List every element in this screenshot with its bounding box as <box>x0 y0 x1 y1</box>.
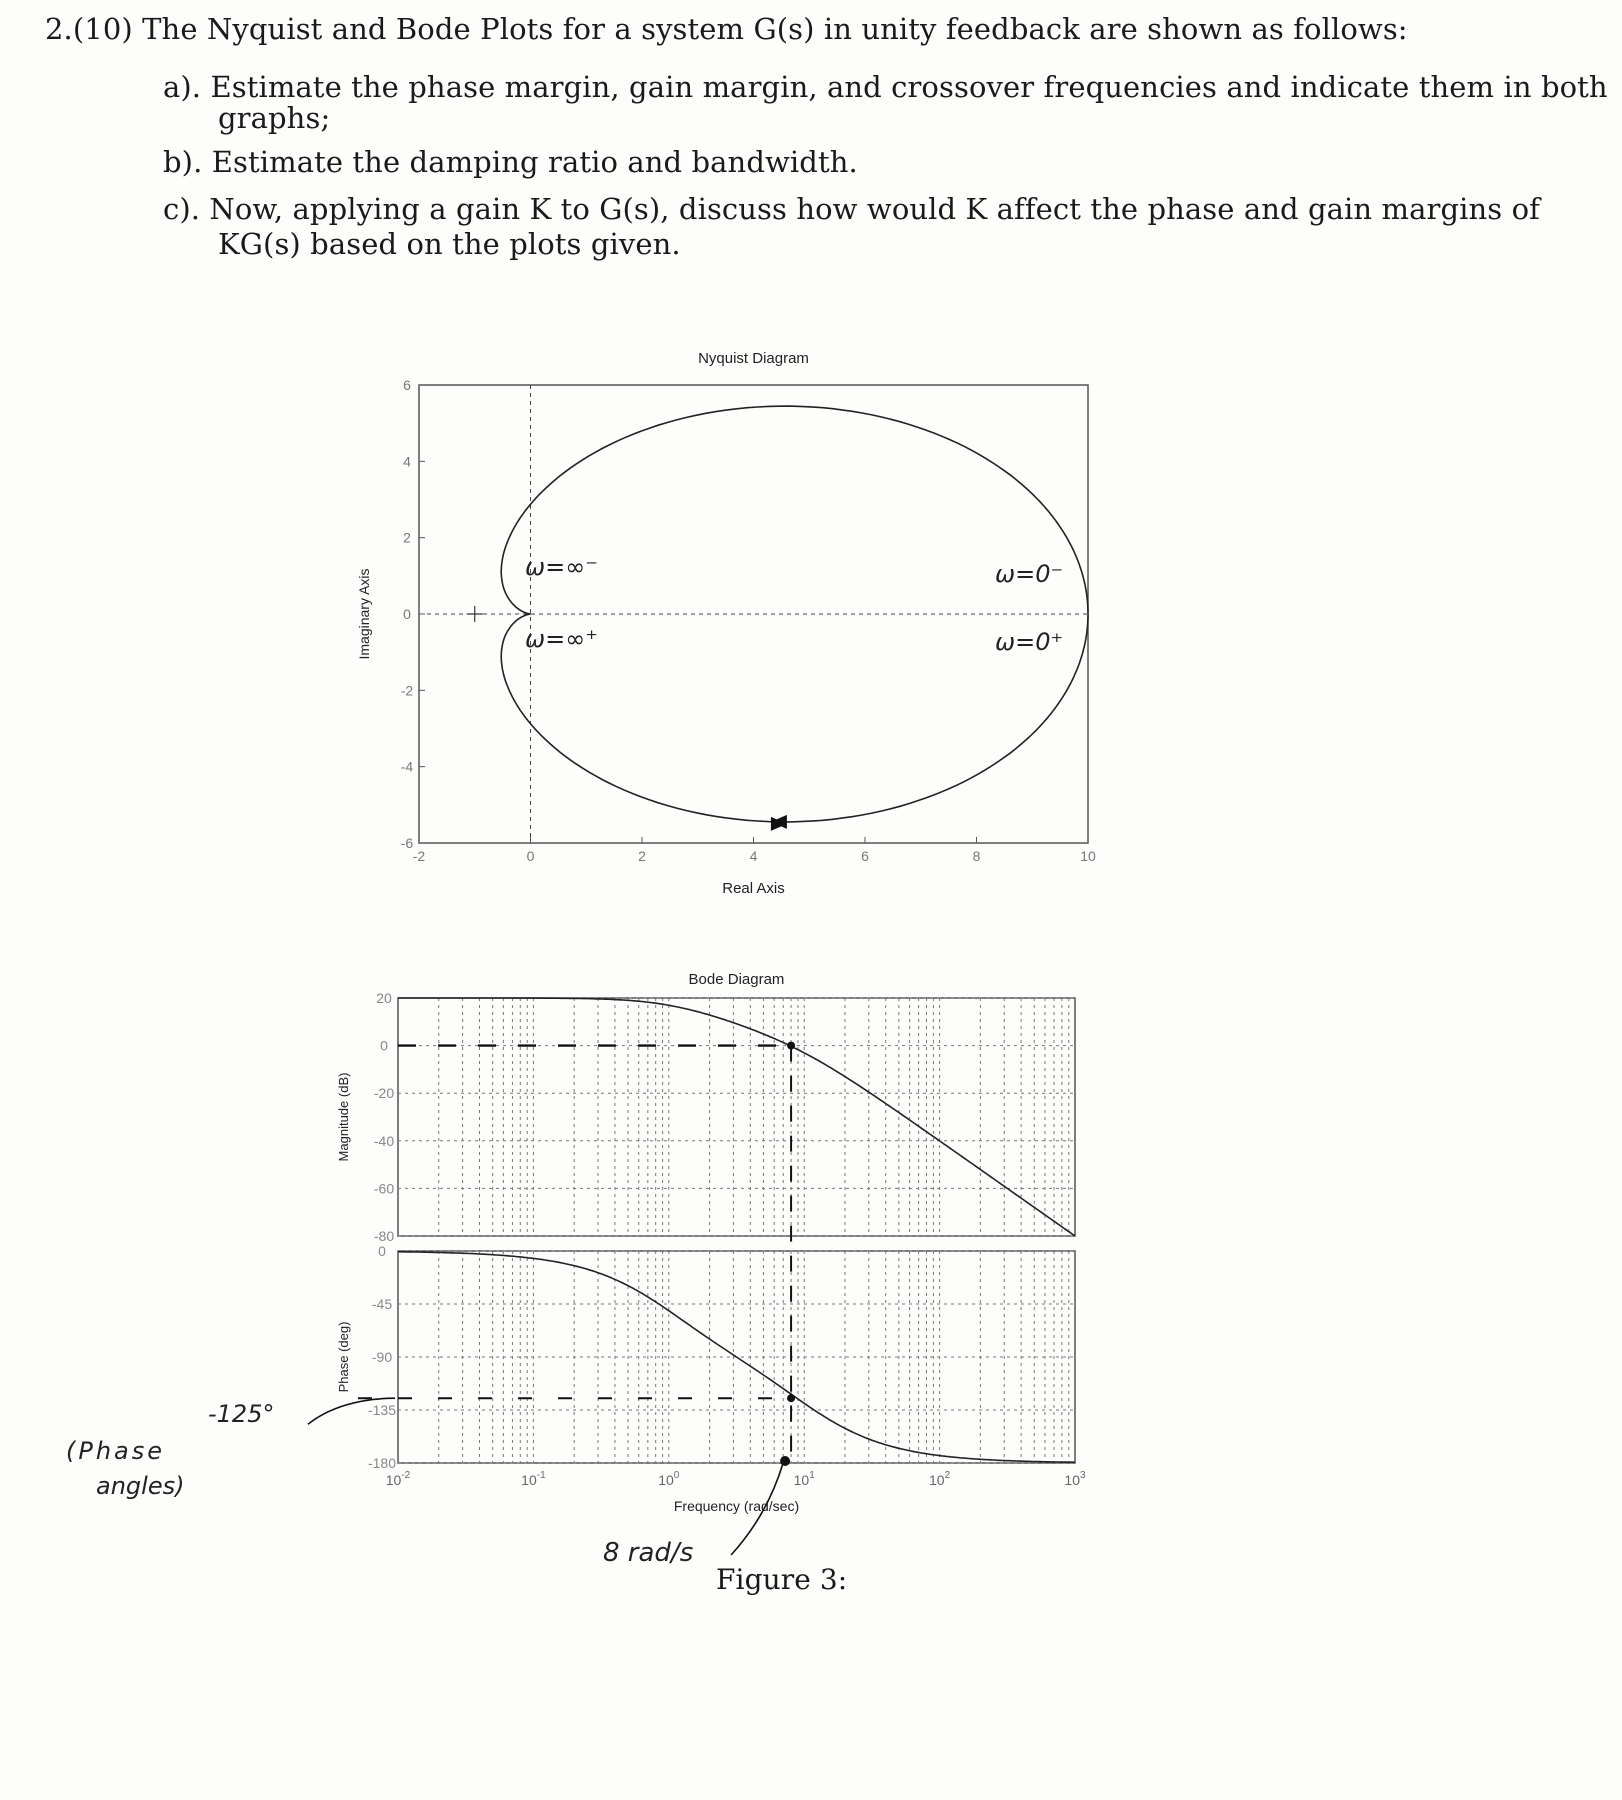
nyquist-x-tick-label: 8 <box>972 848 981 864</box>
frequency-tick-label: $10^2$ <box>929 1470 951 1488</box>
critical-point-marker <box>467 606 483 622</box>
nyquist-x-tick-label: 6 <box>861 848 869 864</box>
question-header: 2.(10) The Nyquist and Bode Plots for a system G(s) in unity feedback are shown as follows: <box>45 12 1408 46</box>
bode-title: Bode Diagram <box>688 971 785 988</box>
magnitude-tick-label: -80 <box>373 1228 395 1244</box>
nyquist-y-tick-label: 6 <box>403 377 411 393</box>
frequency-tick-label: $10^{-2}$ <box>385 1470 411 1488</box>
nyquist-ylabel: Imaginary Axis <box>356 568 372 660</box>
phase-tick-label: -180 <box>367 1455 397 1471</box>
nyquist-y-tick-label: -6 <box>400 835 414 851</box>
nyquist-y-tick-label: 4 <box>403 453 411 470</box>
annotation-crossover-frequency: 8 rad/s <box>603 1538 694 1568</box>
annotation-phase-note: (Phase <box>66 1437 166 1465</box>
nyquist-x-tick-label: -2 <box>412 848 426 864</box>
annotation-w-inf-plus: ω=∞⁺ <box>525 625 598 653</box>
magnitude-frame <box>398 998 1075 1236</box>
magnitude-tick-label: -40 <box>373 1132 395 1149</box>
magnitude-tick-label: -20 <box>373 1085 395 1102</box>
annotation-phase-value: -125° <box>208 1400 275 1428</box>
nyquist-y-tick-label: 2 <box>403 529 411 546</box>
magnitude-ylabel: Magnitude (dB) <box>336 1072 351 1162</box>
frequency-tick-label: $10^1$ <box>793 1470 815 1488</box>
question-part-c-cont: KG(s) based on the plots given. <box>218 227 681 261</box>
question-part-b: b). Estimate the damping ratio and bandwidth. <box>163 145 858 179</box>
question-part-c: c). Now, applying a gain K to G(s), discuss how would K affect the phase and gain margins of <box>163 192 1540 226</box>
nyquist-x-tick-label: 4 <box>749 848 758 864</box>
phase-tick-label: -90 <box>371 1349 393 1365</box>
nyquist-x-tick-label: 10 <box>1080 848 1096 864</box>
bode-xlabel: Frequency (rad/sec) <box>673 1498 800 1514</box>
magnitude-tick-label: 20 <box>376 990 392 1006</box>
nyquist-y-tick-label: 0 <box>403 606 411 622</box>
frequency-tick-label: $10^0$ <box>658 1470 680 1488</box>
question-part-a: a). Estimate the phase margin, gain margin, and crossover frequencies and indicate them in both <box>163 70 1608 104</box>
nyquist-xlabel: Real Axis <box>722 880 785 897</box>
crossover-point-axis <box>780 1456 790 1466</box>
magnitude-tick-label: 0 <box>380 1037 388 1054</box>
nyquist-y-tick-label: -4 <box>400 758 414 775</box>
magnitude-curve <box>398 998 1075 1236</box>
annotation-w-zero-minus: ω=0⁻ <box>995 560 1064 588</box>
annotation-phase-note-cont: angles) <box>96 1472 185 1500</box>
frequency-tick-label: $10^3$ <box>1064 1470 1086 1488</box>
phase-tick-label: -135 <box>367 1402 397 1418</box>
annotation-w-inf-minus: ω=∞⁻ <box>525 553 598 581</box>
annotation-w-zero-plus: ω=0⁺ <box>995 628 1064 656</box>
question-part-a-cont: graphs; <box>218 101 331 135</box>
nyquist-title: Nyquist Diagram <box>698 350 809 367</box>
phase-ylabel: Phase (deg) <box>336 1321 351 1393</box>
phase-tick-label: -45 <box>371 1296 393 1312</box>
crossover-point-phase <box>787 1394 795 1402</box>
figure-caption: Figure 3: <box>716 1563 848 1596</box>
nyquist-y-tick-label: -2 <box>400 682 414 699</box>
crossover-point-mag <box>787 1042 795 1050</box>
nyquist-x-tick-label: 0 <box>526 848 535 864</box>
frequency-tick-label: $10^{-1}$ <box>521 1470 546 1488</box>
nyquist-x-tick-label: 2 <box>638 848 646 864</box>
magnitude-tick-label: -60 <box>373 1180 395 1197</box>
phase-tick-label: 0 <box>378 1243 386 1259</box>
